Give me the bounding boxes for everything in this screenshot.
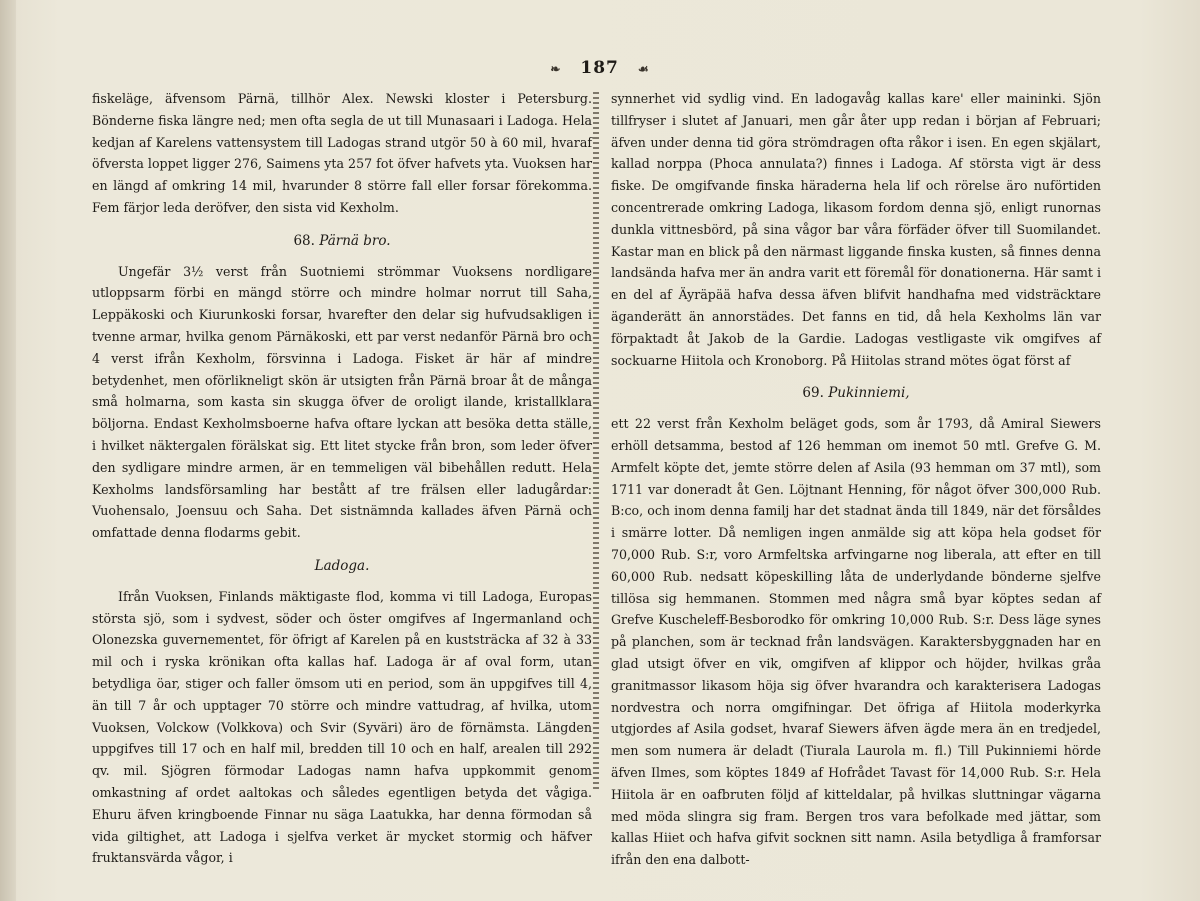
paragraph-left-1: fiskeläge, äfvensom Pärnä, tillhör Alex. Newski kloster i Petersburg. Bönderne fiska längre ned; men ofta segla de ut till Munasaari i Ladoga. Hela kedjan af Karelens vattensystem till Ladogas strand utgör 50 à 60 mil, hvaraf öfversta loppet ligger 276, Saimens yta 257 fot öfver hafvets yta. Vuoksen har en längd af omkring 14 mil, hvarunder 8 större fall eller forsar förekomma. Fem färjor leda deröfver, den sista vid Kexholm. bbox=[92, 91, 592, 215]
header-ornament-right-icon: ☙ bbox=[637, 62, 650, 76]
page-number: 187 bbox=[580, 58, 619, 78]
header-ornament-left-icon: ❧ bbox=[550, 62, 562, 76]
paragraph-right-1: synnerhet vid sydlig vind. En ladogavåg kallas kare' eller maininki. Sjön tillfryser i slutet af Januari, men går åter upp redan i början af Februari; äfven under denna tid göra strömdragen ofta råkor i isen. En egen skjälart, kallad norppa (Phoca annulata?) finnes i Ladoga. Af största vigt är dess fiske. De omgifvande finska häraderna hela lif och rörelse äro nuförtiden concentrerade omkring Ladoga, likasom fordom denna sjö, enligt runornas dunkla vittnesbörd, på sina vågor bar våra förfäder öfver till Suomilandet. Kastar man en blick på den närmast liggande finska kusten, så finnes denna landsända hafva mer än andra varit ett föremål för donationerna. Här samt i en del af Äyräpää hafva dessa äfven blifvit handhafna med vidsträcktare äganderätt än annorstädes. Det fanns en tid, då hela Kexholms län var förpaktadt åt Jakob de la Gardie. Ladogas vestligaste vik omgifves af sockuarne Hiitola och Kronoborg. På Hiitolas strand mötes ögat först af bbox=[611, 91, 1101, 368]
paragraph-left-3: Ifrån Vuoksen, Finlands mäktigaste flod, komma vi till Ladoga, Europas största sjö, som i sydvest, söder och öster omgifves af Ingermanland och Olonezska guvernementet, för öfrigt af Karelen på en kuststräcka af 32 à 33 mil och i ryska krönikan ofta kallas haf. Ladoga är af oval form, utan betydliga öar, stiger och faller ömsom uti en period, som än uppgifves till 4, än till 7 år och upptager 70 större och mindre vattudrag, af hvilka, utom Vuoksen, Volckow (Volkkova) och Svir (Syväri) äro de förnämsta. Längden uppgifves till 17 och en half mil, bredden till 10 och en half, arealen till 292 qv. mil. Sjögren förmodar Ladogas namn hafva uppkommit genom omkastning af ordet aaltokas och således egentligen betyda det vågiga. Ehuru äfven kringboende Finnar nu säga Laatukka, har denna förmodan så vida giltighet, att Ladoga i sjelfva verket är mycket stormig och häfver fruktansvärda vågor, i bbox=[92, 588, 592, 866]
section-heading-ladoga bbox=[92, 556, 592, 578]
column-divider bbox=[593, 92, 599, 792]
section-title: Pukinniemi, bbox=[828, 385, 910, 402]
left-column bbox=[92, 88, 592, 869]
right-column bbox=[611, 88, 1101, 871]
section-number: 69. bbox=[802, 385, 824, 402]
section-heading-69 bbox=[611, 383, 1101, 405]
section-title: Pärnä bro. bbox=[319, 232, 391, 249]
section-number: 68. bbox=[293, 232, 315, 249]
paragraph-right-2: ett 22 verst från Kexholm beläget gods, som år 1793, då Amiral Siewers erhöll detsamma, bestod af 126 hemman om inemot 50 mtl. Grefve G. M. Armfelt köpte det, jemte större delen af Asila (93 hemman om 37 mtl), som 1711 var doneradt åt Gen. Löjtnant Henning, för något öfver 300,000 Rub. B:co, och inom denna familj har det stadnat ända till 1849, när det försåldes i smärre lotter. Då nemligen ingen anmälde sig att köpa hela godset för 70,000 Rub. S:r, voro Armfeltska arfvingarne nog liberala, att efter en till 60,000 Rub. nedsatt köpeskilling låta de underlydande bönderne sjelfve tillösa sig hemmanen. Stommen med några små byar köptes sedan af Grefve Kuscheleff-Besborodko för omkring 10,000 Rub. S:r. Dess läge synes på planchen, som är tecknad från landsvägen. Karaktersbyggnaden har en glad utsigt öfver en vik, omgifven af klippor och höjder, hvilkas gråa granitmassor likasom höja sig öfver hvarandra och karakterisera Ladogas nordvestra och norra omgifningar. Det öfriga af Hiitola moderkyrka utgjordes af Asila godset, hvaraf Siewers äfven ägde mera än en tredjedel, men som numera är deladt (Tiurala Laurola m. fl.) Till Pukinniemi hörde äfven Ilmes, som köptes 1849 af Hofrådet Tavast för 14,000 Rub. S:r. Hela Hiitola är en oafbruten följd af kitteldalar, på hvilkas sluttningar vägarna med möda slingra sig fram. Bergen tros vara befolkade med jättar, som kallas Hiiet och hafva gifvit socknen sitt namn. Asila betydliga å framforsar ifrån den ena dalbott- bbox=[611, 416, 1101, 868]
section-heading-68 bbox=[92, 231, 592, 253]
paragraph-left-2: Ungefär 3½ verst från Suotniemi strömmar Vuoksens nordligare utloppsarm förbi en mängd större och mindre holmar norrut till Saha, Leppäkoski och Kiurunkoski forsar, hvarefter den delar sig hufvudsakligen i tvenne armar, hvilka genom Pärnäkoski, ett par verst nedanför Pärnä bro och 4 verst ifrån Kexholm, försvinna i Ladoga. Fisket är här af mindre betydenhet, men oförlikneligt skön är utsigten från Pärnä broar åt de många små holmarna, som kasta sin skugga öfver de oroligt ilande, kristallklara böljorna. Endast Kexholmsboerne hafva oftare lyckan att besöka detta ställe, i hvilket näktergalen förälskat sig. Ett litet stycke från bron, som leder öfver den sydligare mindre armen, är en temmeligen väl bibehållen redutt. Hela Kexholms landsförsamling har bestått af tre frälsen eller ladugårdar: Vuohensalo, Joensuu och Saha. Det sistnämnda kallades äfven Pärnä och omfattade denna flodarms gebit. bbox=[92, 263, 592, 541]
section-title: Ladoga. bbox=[314, 557, 370, 574]
page-binding-edge bbox=[0, 0, 16, 901]
page-header bbox=[0, 58, 1200, 78]
